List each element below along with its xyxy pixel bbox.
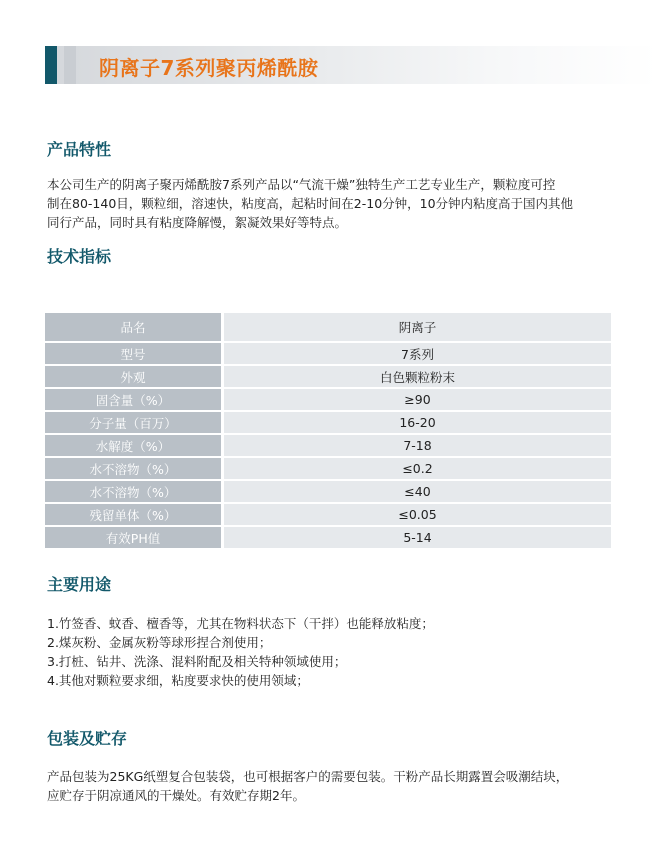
spec-key: 外观 — [45, 365, 223, 388]
spec-value: 白色颗粒粉末 — [223, 365, 612, 388]
spec-key: 有效PH值 — [45, 526, 223, 549]
section-title-features: 产品特性 — [47, 140, 112, 159]
table-row — [45, 388, 611, 411]
table-row — [45, 313, 611, 342]
spec-value: 16-20 — [223, 411, 612, 434]
list-item: 1.竹签香、蚊香、檀香等，尤其在物料状态下（干拌）也能释放粘度； — [47, 616, 434, 631]
spec-value: 7-18 — [223, 434, 612, 457]
features-paragraph — [47, 175, 647, 232]
features-line: 制在80-140目，颗粒细，溶速快，粘度高，起粘时间在2-10分钟，10分钟内粘度高于国内其他 — [47, 196, 574, 211]
spec-value: ≤0.05 — [223, 503, 612, 526]
section-title-uses: 主要用途 — [47, 575, 112, 594]
table-row — [45, 411, 611, 434]
table-row — [45, 434, 611, 457]
spec-value: 7系列 — [223, 342, 612, 365]
list-item: 4.其他对颗粒要求细，粘度要求快的使用领域； — [47, 673, 309, 688]
table-row — [45, 365, 611, 388]
spec-value: ≤40 — [223, 480, 612, 503]
header-banner — [45, 46, 658, 84]
packaging-line: 产品包装为25KG纸塑复合包装袋，也可根据客户的需要包装。干粉产品长期露置会吸潮结块， — [47, 769, 569, 784]
table-row — [45, 503, 611, 526]
spec-key: 水不溶物（%） — [45, 457, 223, 480]
spec-key: 水不溶物（%） — [45, 480, 223, 503]
list-item: 3.打桩、钻井、洗涤、混料附配及相关特种领域使用； — [47, 654, 347, 669]
table-row — [45, 526, 611, 549]
spec-key: 分子量（百万） — [45, 411, 223, 434]
list-item: 2.煤灰粉、金属灰粉等球形捏合剂使用； — [47, 635, 272, 650]
spec-value: ≥90 — [223, 388, 612, 411]
spec-key: 残留单体（%） — [45, 503, 223, 526]
features-line: 同行产品，同时具有粘度降解慢，絮凝效果好等特点。 — [47, 215, 348, 230]
table-row — [45, 342, 611, 365]
spec-value: ≤0.2 — [223, 457, 612, 480]
section-title-specs: 技术指标 — [47, 247, 112, 266]
banner-accent-dark — [45, 46, 57, 84]
features-line: 本公司生产的阴离子聚丙烯酰胺7系列产品以“气流干燥”独特生产工艺专业生产，颗粒度可控 — [47, 177, 556, 192]
uses-list — [47, 614, 434, 690]
spec-value: 5-14 — [223, 526, 612, 549]
spec-key: 固含量（%） — [45, 388, 223, 411]
spec-key: 品名 — [45, 313, 223, 342]
page-title: 阴离子7系列聚丙烯酰胺 — [99, 56, 319, 80]
banner-accent-light — [64, 46, 76, 84]
table-row — [45, 457, 611, 480]
table-row — [45, 480, 611, 503]
spec-value: 阴离子 — [223, 313, 612, 342]
packaging-line: 应贮存于阴凉通风的干燥处。有效贮存期2年。 — [47, 788, 305, 803]
spec-table — [45, 313, 611, 550]
spec-key: 水解度（%） — [45, 434, 223, 457]
section-title-packaging: 包装及贮存 — [47, 729, 128, 748]
packaging-paragraph — [47, 767, 647, 805]
spec-key: 型号 — [45, 342, 223, 365]
